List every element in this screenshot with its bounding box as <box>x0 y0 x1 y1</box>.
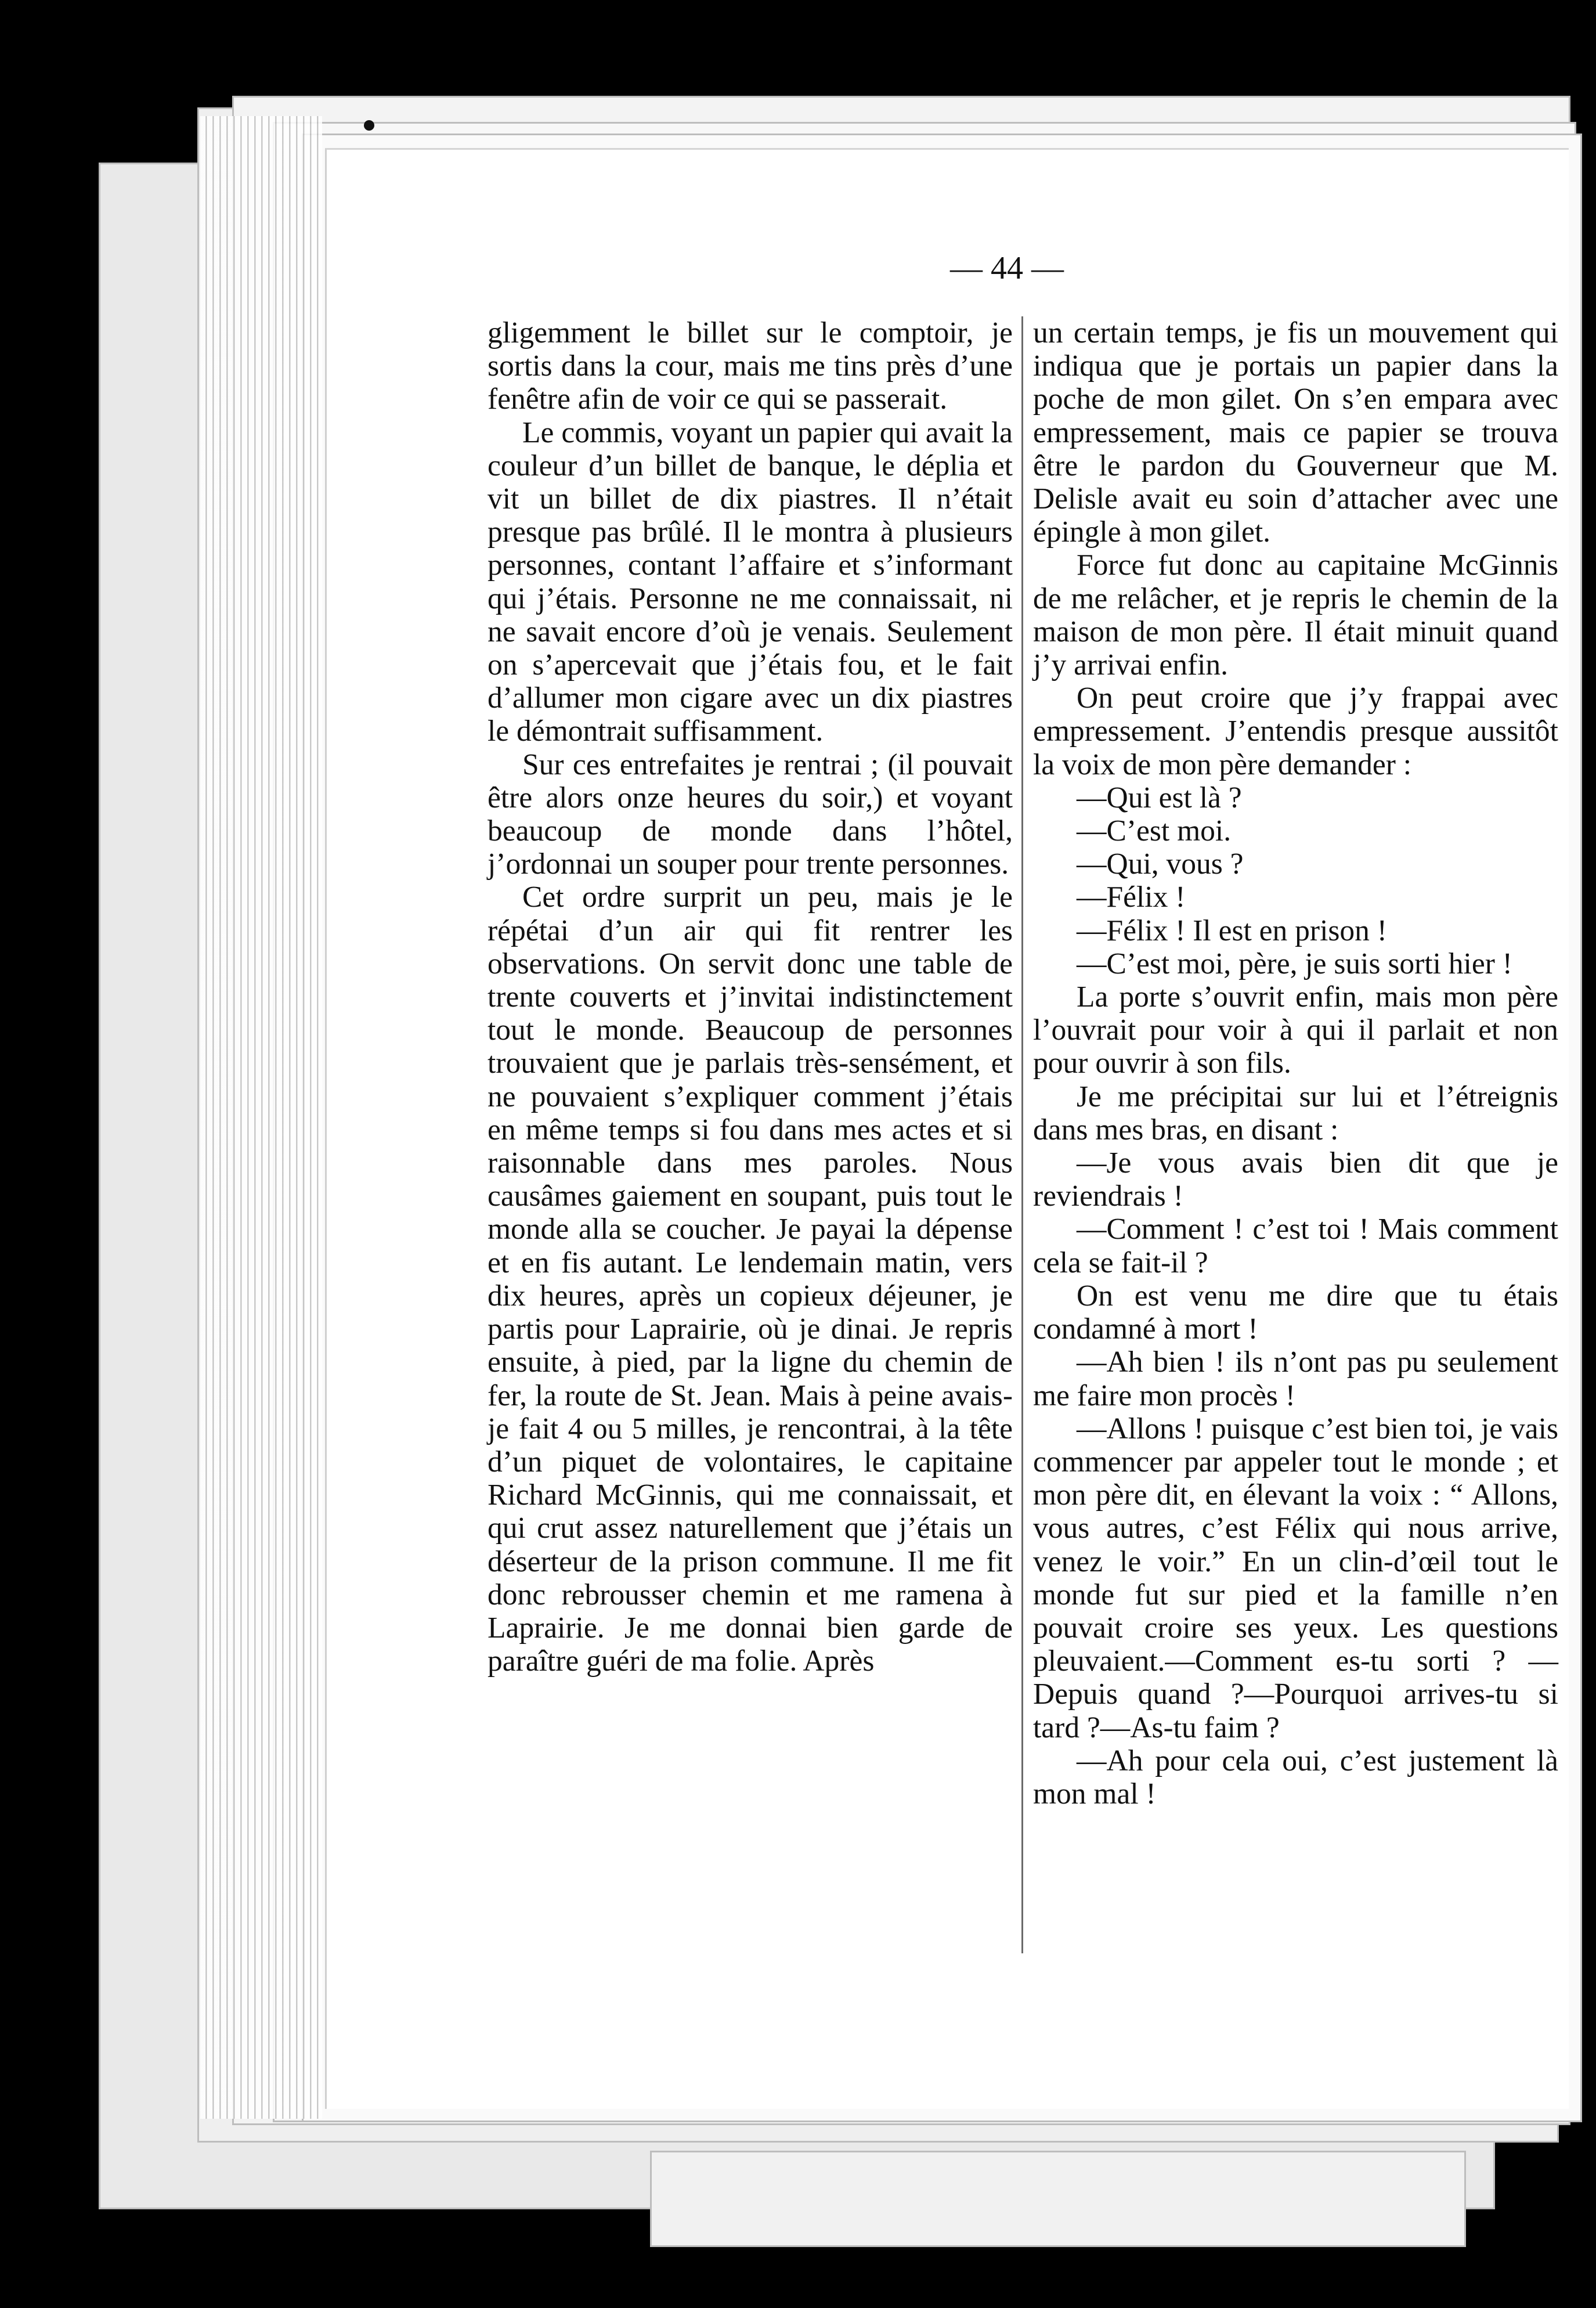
ink-dot <box>364 120 374 131</box>
paragraph: La porte s’ouvrit enfin, mais mon père l’ouvrait pour voir à qui il parlait et non pour ouvrir à son fils. <box>1033 980 1558 1080</box>
dialogue-line: —C’est moi. <box>1077 814 1232 848</box>
dialogue-line: —Félix ! Il est en prison ! <box>1077 914 1387 947</box>
bottom-page-strip <box>650 2151 1466 2247</box>
dialogue-line: —Félix ! <box>1077 881 1186 914</box>
paragraph: Force fut donc au capitaine McGinnis de me relâcher, et je repris le chemin de la maison de mon père. Il était minuit quand j’y arrivai enfin. <box>1033 549 1558 682</box>
paragraph: On est venu me dire que tu étais condamné à mort ! <box>1033 1279 1558 1346</box>
dialogue-line: —Qui, vous ? <box>1077 848 1244 881</box>
paragraph: gligemment le billet sur le comptoir, je sortis dans la cour, mais me tins près d’une fenêtre afin de voir ce qui se passerait. <box>488 316 1013 416</box>
dialogue-line: —Qui est là ? <box>1077 781 1242 814</box>
paragraph: On peut croire que j’y frappai avec empressement. J’entendis presque aussitôt la voix de mon père demander : <box>1033 681 1558 781</box>
dialogue-line: —Comment ! c’est toi ! Mais comment cela se fait-il ? <box>1033 1213 1558 1279</box>
page-number: — 44 — <box>950 250 1064 286</box>
dialogue-line: —Ah bien ! ils n’ont pas pu seulement me faire mon procès ! <box>1033 1346 1558 1412</box>
paragraph: Cet ordre surprit un peu, mais je le répétai d’un air qui fit rentrer les observations. On servit donc une table de trente couverts et j’invitai indistinctement tout le monde. Beaucoup de personnes trouvaient que je parlais très-sensément, et ne pouvaient s’expliquer comment j’étais en même temps si fou dans mes actes et si raisonnable dans mes paroles. Nous causâmes gaiement en soupant, puis tout le monde alla se coucher. Je payai la dépense et en fis autant. Le lendemain matin, vers dix heures, après un copieux déjeuner, je partis pour Laprairie, où je dinai. Je repris ensuite, à pied, par la ligne du chemin de fer, la route de St. Jean. Mais à peine avais-je fait 4 ou 5 milles, je rencontrai, à la tête d’un piquet de volontaires, le capitaine Richard McGinnis, qui me connaissait, et qui crut assez naturellement que j’étais un déserteur de la prison commune. Il me fit donc rebrousser chemin et me ramena à Laprairie. Je me donnai bien garde de paraître guéri de ma folie. Après <box>488 881 1013 1678</box>
dialogue-line: —Ah pour cela oui, c’est justement là mon mal ! <box>1033 1744 1558 1811</box>
right-column <box>1033 316 1558 1811</box>
paragraph: Sur ces entrefaites je rentrai ; (il pouvait être alors onze heures du soir,) et voyant beaucoup de monde dans l’hôtel, j’ordonnai un souper pour trente personnes. <box>488 748 1013 881</box>
dialogue-line: —Je vous avais bien dit que je reviendrais ! <box>1033 1146 1558 1213</box>
paragraph: Le commis, voyant un papier qui avait la couleur d’un billet de banque, le déplia et vit un billet de dix piastres. Il n’était presque pas brûlé. Il le montra à plusieurs personnes, contant l’affaire et s’informant qui j’étais. Personne ne me connaissait, ni ne savait encore d’où je venais. Seulement on s’apercevait que j’étais fou, et le fait d’allumer mon cigare avec un dix piastres le démontrait suffisamment. <box>488 416 1013 748</box>
paragraph: un certain temps, je fis un mouvement qui indiqua que je portais un papier dans la poche de mon gilet. On s’en empara avec empressement, mais ce papier se trouva être le pardon du Gouverneur que M. Delisle avait eu soin d’attacher avec une épingle à mon gilet. <box>1033 316 1558 549</box>
column-divider <box>1021 316 1023 1953</box>
stacked-page-edges <box>200 116 322 2119</box>
paragraph: Je me précipitai sur lui et l’étreignis dans mes bras, en disant : <box>1033 1080 1558 1146</box>
dialogue-line: —Allons ! puisque c’est bien toi, je vais commencer par appeler tout le monde ; et mon père dit, en élevant la voix : “ Allons, vous autres, c’est Félix qui nous arrive, venez le voir.” En un clin-d’œil tout le monde fut sur pied et la famille n’en pouvait croire ses yeux. Les questions pleuvaient.—Comment es-tu sorti ? —Depuis quand ?—Pourquoi arrives-tu si tard ?—As-tu faim ? <box>1033 1412 1558 1744</box>
dialogue-line: —C’est moi, père, je suis sorti hier ! <box>1077 947 1512 980</box>
left-column <box>488 316 1013 1678</box>
